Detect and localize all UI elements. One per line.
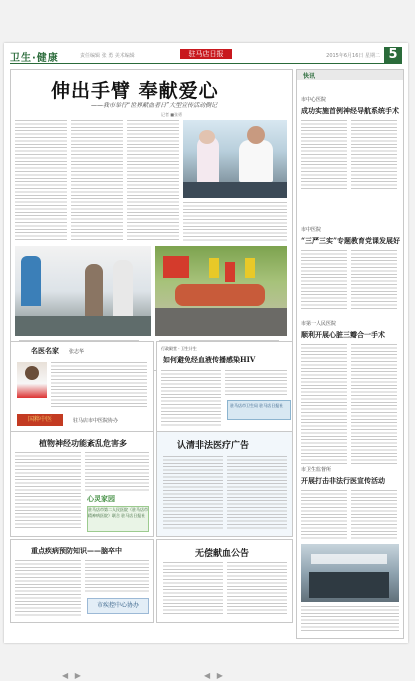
lead-title: 伸出手臂 奉献爱心 [51,80,219,102]
event-photo-right [155,246,287,336]
text-column [301,490,347,540]
text-column [301,250,347,310]
text-column [163,456,223,530]
text-column [225,370,287,396]
prev-page-nav[interactable]: ◀ ▶ [62,671,83,680]
text-column [15,452,81,530]
hiv-box [156,341,293,435]
text-column [227,456,287,530]
blood-notice-box [156,539,293,623]
text-column [161,370,221,428]
newspaper-page [4,43,408,680]
sidebar-item-source: 市卫生监督所 [301,467,332,473]
text-column [351,344,397,464]
heart-home-logo: 心灵家园 [87,495,115,503]
text-column [15,120,67,240]
news-sidebar [296,69,404,639]
sidebar-item-title: 开展打击非法行医宣传活动 [301,476,385,485]
blood-donation-photo [183,120,287,198]
sidebar-item-source: 市第一人民医院 [301,321,337,327]
event-photo-left [15,246,151,336]
cosponsor: 驻马店市中医院协办 [73,418,119,424]
text-column [301,120,347,190]
text-column [351,490,397,540]
text-column [183,202,287,242]
next-page-nav[interactable]: ◀ ▶ [204,671,225,680]
sidebar-item-source: 市中心医院 [301,97,327,103]
text-column [227,562,287,616]
text-column [351,120,397,190]
hiv-title: 如何避免经血液传播感染HIV [163,355,256,364]
text-column [85,452,149,492]
masthead-logo: 驻马店日报 [180,49,232,59]
text-column [351,250,397,310]
text-column [71,120,123,240]
doctor-name: 张志华 [69,349,85,355]
supervision-photo [301,544,399,602]
plant-org: 驻马店市第二人民医院（驻马店市精神病医院）联合 驻马店日报社 [87,506,149,532]
guocui-stamp: 国粹中医 [17,414,63,426]
sidebar-header [297,70,403,80]
page-number: 5 [384,47,402,63]
sidebar-item-title: 顺利开展心脏三瓣合一手术 [301,330,385,339]
editor-line: 责任编辑 张 勇 美术编辑 [80,53,135,59]
text-column [51,362,147,408]
sidebar-item-title: “三严三实”专题教育党课发展好 [301,236,401,245]
plant-title: 植物神经功能紊乱危害多 [39,438,127,448]
text-column [127,120,179,240]
lead-story [10,69,293,371]
sidebar-item-source: 市中医院 [301,227,322,233]
blood-title: 无偿献血公告 [195,549,250,559]
doctor-portrait [17,362,47,398]
lead-subtitle: ——我市举行“世界献血者日”大型宣传活动侧记 [91,102,218,109]
illegal-ads-title: 认清非法医疗广告 [177,441,250,451]
text-column [85,560,149,592]
plant-nervous-box [10,431,154,537]
text-column [15,560,81,616]
section-title: 卫生·健康 [10,53,59,64]
text-column [163,562,223,616]
famous-doctor-heading: 名医名家 [31,346,59,355]
text-column [301,606,399,632]
hiv-org: 驻马店市卫生局 驻马店日报社 [227,400,291,420]
famous-doctor-box [10,341,154,435]
page-footer [4,671,408,681]
stroke-title: 重点疾病预防知识——脑卒中 [31,546,122,555]
issue-date: 2015年6月16日 星期二 [326,53,380,59]
sidebar-heading: 快讯 [303,73,316,80]
hiv-tag: 行政殿堂 · 卫生计生 [161,346,197,351]
text-column [301,344,347,464]
stroke-org: 市疾控中心协办 [87,598,149,614]
page-header [10,49,402,64]
sidebar-item-title: 成功实施首例神经导航系统手术 [301,106,399,115]
lead-byline: 记者 ■张勇 [161,112,183,117]
stroke-box [10,539,154,623]
illegal-ads-box [156,431,293,537]
